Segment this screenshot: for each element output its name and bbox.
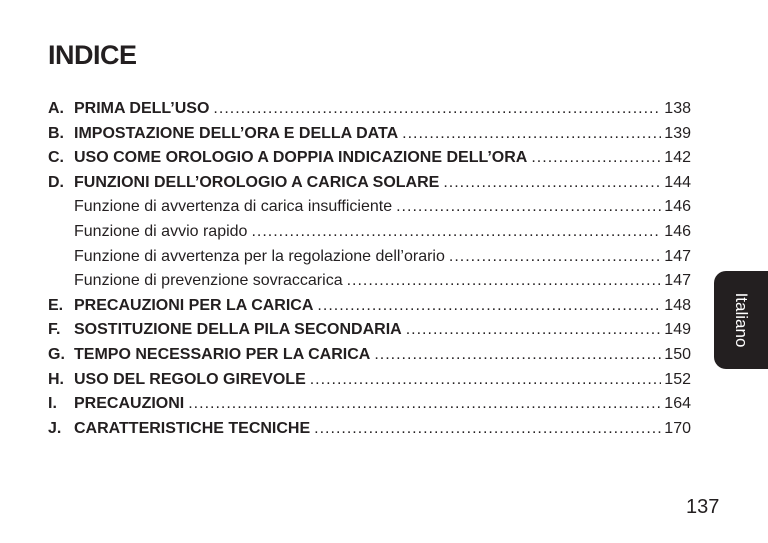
toc-entry-text: IMPOSTAZIONE DELL’ORA E DELLA DATA bbox=[74, 124, 399, 142]
language-tab bbox=[714, 271, 768, 369]
page-number: 137 bbox=[686, 496, 720, 518]
toc-entry-text: Funzione di avvertenza per la regolazione dell’orario bbox=[74, 247, 445, 265]
toc-entry-letter: I. bbox=[48, 395, 57, 413]
toc-entry[interactable] bbox=[48, 122, 691, 147]
dot-leader bbox=[402, 122, 661, 147]
toc-entry-page: 138 bbox=[664, 100, 691, 117]
toc-entry-text: USO DEL REGOLO GIREVOLE bbox=[74, 370, 306, 388]
dot-leader bbox=[347, 269, 662, 294]
toc-entry-text: PRECAUZIONI bbox=[74, 395, 185, 413]
toc-entry-page: 170 bbox=[664, 419, 691, 437]
toc-entry-letter: G. bbox=[48, 345, 65, 363]
toc-entry-letter: D. bbox=[48, 173, 64, 191]
toc-entry-text: PRECAUZIONI PER LA CARICA bbox=[74, 296, 314, 314]
toc-entry-page: 142 bbox=[664, 149, 691, 167]
toc-entry-page: 148 bbox=[664, 296, 691, 314]
toc-entry-text: Funzione di prevenzione sovraccarica bbox=[74, 272, 343, 290]
toc-subentry[interactable] bbox=[48, 245, 691, 270]
toc-entry-page: 149 bbox=[664, 321, 691, 339]
toc-subentry[interactable] bbox=[48, 220, 691, 245]
toc-entry[interactable] bbox=[48, 318, 691, 343]
table-of-contents bbox=[48, 97, 691, 441]
dot-leader bbox=[443, 171, 661, 196]
dot-leader bbox=[314, 417, 661, 442]
page-title: INDICE bbox=[48, 40, 137, 70]
dot-leader bbox=[310, 368, 662, 393]
toc-entry-page: 164 bbox=[664, 395, 691, 413]
toc-entry-letter: F. bbox=[48, 321, 61, 339]
toc-entry-text: FUNZIONI DELL’OROLOGIO A CARICA SOLARE bbox=[74, 173, 440, 191]
toc-entry[interactable] bbox=[48, 368, 691, 393]
toc-entry-text: PRIMA DELL’USO bbox=[74, 100, 210, 117]
toc-entry-text: USO COME OROLOGIO A DOPPIA INDICAZIONE DELL’ORA bbox=[74, 149, 528, 167]
toc-entry-page: 147 bbox=[664, 247, 691, 265]
toc-entry[interactable] bbox=[48, 97, 691, 122]
toc-entry[interactable] bbox=[48, 171, 691, 196]
dot-leader bbox=[406, 318, 662, 343]
toc-entry-page: 150 bbox=[664, 345, 691, 363]
toc-entry-text: SOSTITUZIONE DELLA PILA SECONDARIA bbox=[74, 321, 402, 339]
toc-entry-text: CARATTERISTICHE TECNICHE bbox=[74, 419, 311, 437]
toc-entry[interactable] bbox=[48, 343, 691, 368]
toc-entry[interactable] bbox=[48, 417, 691, 442]
dot-leader bbox=[531, 146, 661, 171]
toc-entry[interactable] bbox=[48, 294, 691, 319]
toc-entry-text: TEMPO NECESSARIO PER LA CARICA bbox=[74, 345, 371, 363]
dot-leader bbox=[449, 245, 661, 270]
toc-entry-text: Funzione di avvio rapido bbox=[74, 222, 248, 240]
toc-entry-page: 139 bbox=[664, 124, 691, 142]
toc-entry[interactable] bbox=[48, 392, 691, 417]
dot-leader bbox=[396, 195, 661, 220]
toc-entry-text: Funzione di avvertenza di carica insufficiente bbox=[74, 198, 393, 216]
toc-entry-letter: J. bbox=[48, 419, 62, 437]
toc-subentry[interactable] bbox=[48, 269, 691, 294]
toc-entry-page: 147 bbox=[664, 272, 691, 290]
toc-entry-letter: E. bbox=[48, 296, 64, 314]
dot-leader bbox=[251, 220, 661, 245]
toc-entry-letter: H. bbox=[48, 370, 64, 388]
toc-subentry[interactable] bbox=[48, 195, 691, 220]
toc-entry-letter: A. bbox=[48, 100, 64, 117]
language-tab-label: Italiano bbox=[732, 292, 751, 348]
dot-leader bbox=[317, 294, 661, 319]
toc-entry-page: 144 bbox=[664, 173, 691, 191]
dot-leader bbox=[213, 97, 661, 122]
dot-leader bbox=[188, 392, 661, 417]
dot-leader bbox=[374, 343, 661, 368]
toc-entry-page: 146 bbox=[664, 222, 691, 240]
toc-entry-letter: B. bbox=[48, 124, 64, 142]
toc-entry-page: 146 bbox=[664, 198, 691, 216]
toc-entry-letter: C. bbox=[48, 149, 64, 167]
toc-entry-page: 152 bbox=[664, 370, 691, 388]
toc-entry[interactable] bbox=[48, 146, 691, 171]
